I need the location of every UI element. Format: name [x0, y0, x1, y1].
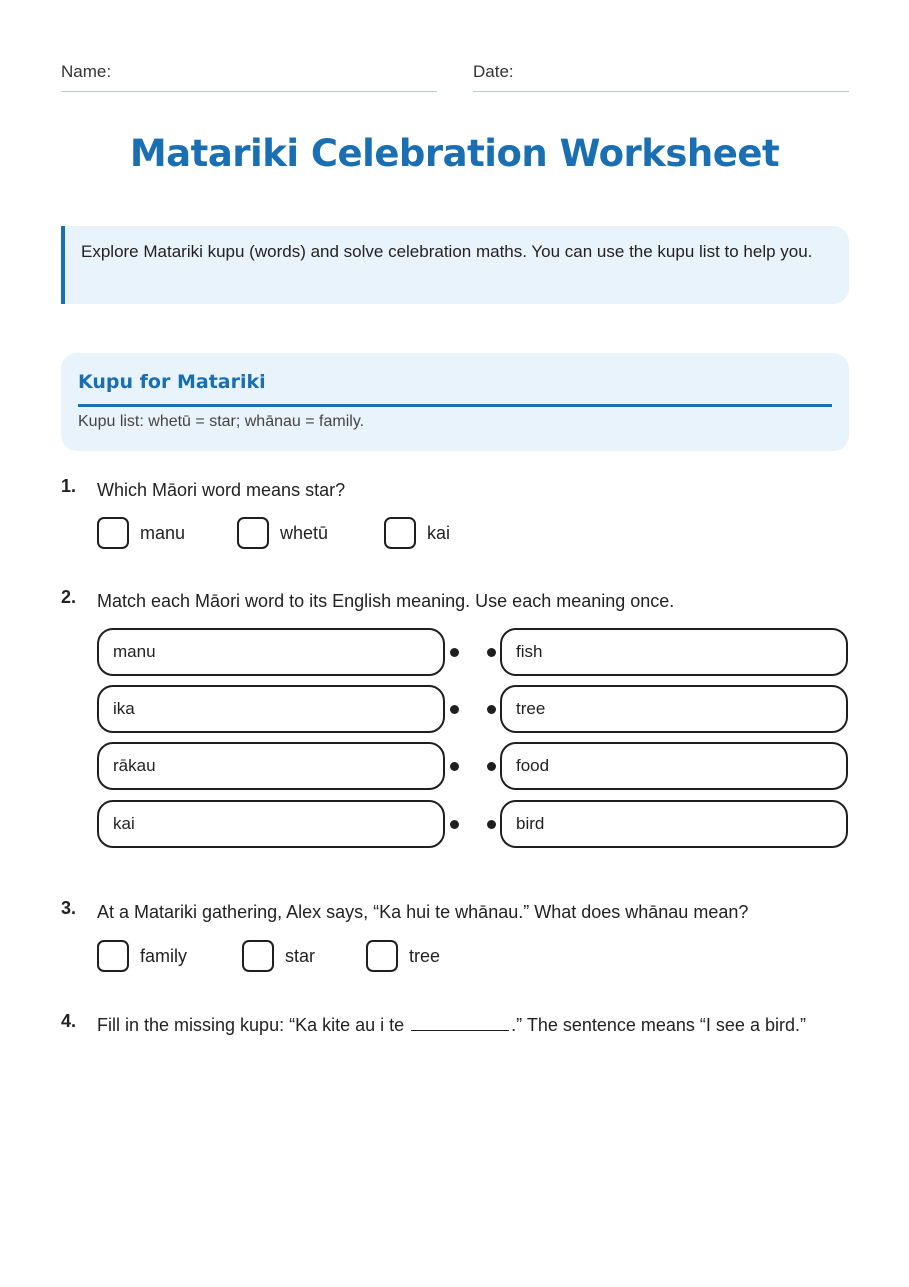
question-number: 2. [61, 587, 77, 607]
match-left-rakau[interactable] [97, 742, 445, 790]
q4-text-before: Fill in the missing kupu: “Ka kite au i te [97, 1015, 405, 1035]
match-meaning: tree [516, 699, 546, 718]
q4-text-after: .” The sentence means “I see a bird.” [511, 1015, 806, 1035]
kupu-divider [78, 404, 832, 407]
match-dot-left[interactable] [450, 705, 459, 714]
option-label: family [140, 945, 188, 966]
checkbox[interactable] [242, 940, 274, 972]
answer-blank[interactable] [411, 1013, 509, 1031]
name-field[interactable] [61, 62, 437, 92]
match-meaning: food [516, 756, 550, 775]
checkbox[interactable] [97, 517, 129, 549]
name-label: Name: [61, 62, 112, 81]
option-label: whetū [280, 522, 329, 543]
checkbox[interactable] [366, 940, 398, 972]
checkbox[interactable] [237, 517, 269, 549]
kupu-title: Kupu for Matariki [78, 371, 266, 393]
q1-option-whetu[interactable] [237, 517, 328, 549]
question-text: Match each Māori word to its English meaning. Use each meaning once. [97, 591, 675, 611]
option-label: manu [140, 522, 186, 543]
match-left-manu[interactable] [97, 628, 445, 676]
option-label: kai [427, 522, 451, 543]
q1-option-kai[interactable] [384, 517, 450, 549]
match-right-bird[interactable] [500, 800, 848, 848]
match-left-ika[interactable] [97, 685, 445, 733]
match-right-food[interactable] [500, 742, 848, 790]
question-number: 1. [61, 476, 77, 496]
q1-option-manu[interactable] [97, 517, 185, 549]
match-dot-left[interactable] [450, 762, 459, 771]
checkbox[interactable] [384, 517, 416, 549]
match-dot-right[interactable] [487, 820, 496, 829]
question-text: Which Māori word means star? [97, 480, 346, 500]
match-word: kai [113, 814, 135, 833]
kupu-box [61, 353, 849, 451]
match-dot-left[interactable] [450, 648, 459, 657]
q3-option-tree[interactable] [366, 940, 440, 972]
question-number: 4. [61, 1011, 77, 1031]
match-left-kai[interactable] [97, 800, 445, 848]
page-title: Matariki Celebration Worksheet [129, 132, 780, 175]
intro-box [61, 226, 849, 304]
question-text: At a Matariki gathering, Alex says, “Ka hui te whānau.” What does whānau mean? [97, 902, 749, 922]
question-text [97, 1011, 837, 1040]
match-right-fish[interactable] [500, 628, 848, 676]
question-number: 3. [61, 898, 77, 918]
match-dot-right[interactable] [487, 705, 496, 714]
option-label: star [285, 945, 316, 966]
date-label: Date: [473, 62, 514, 81]
match-dot-right[interactable] [487, 648, 496, 657]
match-word: ika [113, 699, 135, 718]
q3-option-star[interactable] [242, 940, 315, 972]
intro-text: Explore Matariki kupu (words) and solve celebration maths. You can use the kupu list to help you. [81, 242, 813, 261]
match-dot-left[interactable] [450, 820, 459, 829]
checkbox[interactable] [97, 940, 129, 972]
match-right-tree[interactable] [500, 685, 848, 733]
match-word: manu [113, 642, 156, 661]
option-label: tree [409, 945, 441, 966]
match-meaning: bird [516, 814, 545, 833]
match-meaning: fish [516, 642, 543, 661]
q3-option-family[interactable] [97, 940, 187, 972]
match-word: rākau [113, 756, 156, 775]
date-field[interactable] [473, 62, 849, 92]
kupu-list: Kupu list: whetū = star; whānau = family. [78, 413, 365, 430]
match-dot-right[interactable] [487, 762, 496, 771]
